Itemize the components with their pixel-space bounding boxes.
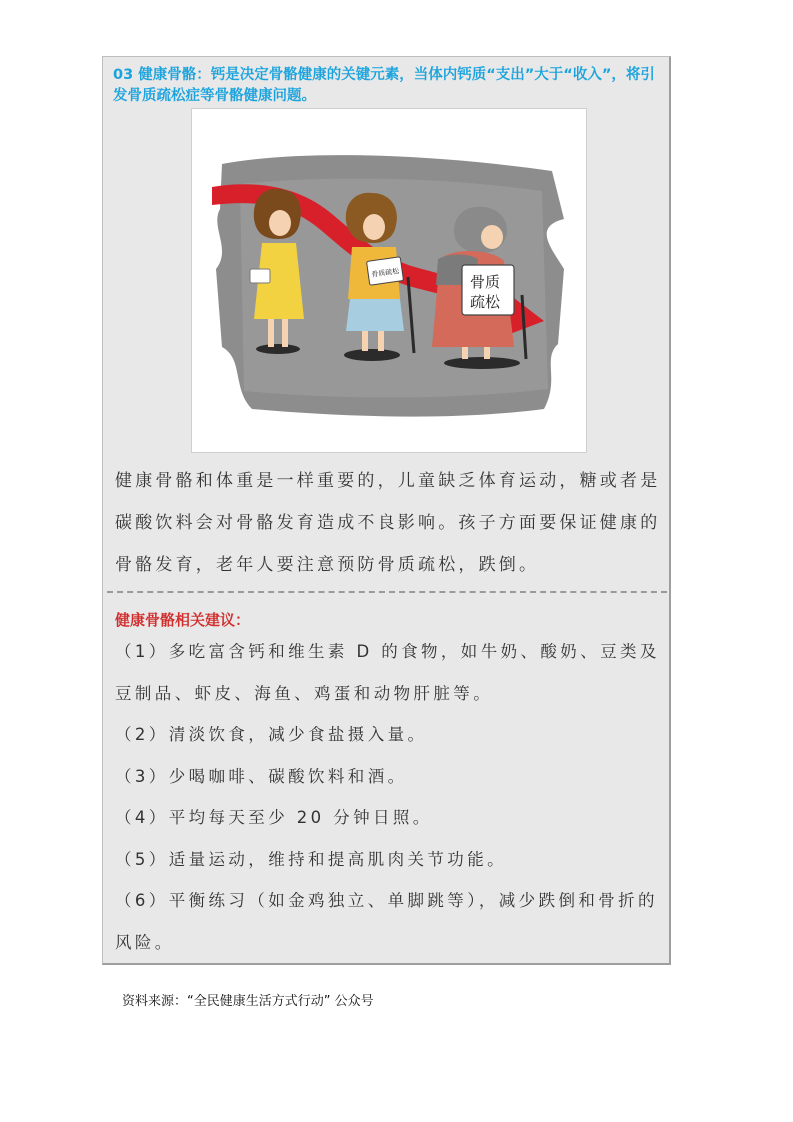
sign-middle-text: 骨质疏松	[370, 267, 400, 279]
osteoporosis-illustration	[191, 108, 587, 453]
dashed-divider	[107, 591, 667, 593]
advice-item-6: （6）平衡练习（如金鸡独立、单脚跳等），减少跌倒和骨折的风险。	[115, 891, 658, 952]
advice-list	[115, 631, 663, 963]
advice-item-3: （3）少喝咖啡、碳酸饮料和酒。	[115, 766, 408, 786]
sign-right-line2: 疏松	[470, 293, 501, 311]
illustration-svg	[192, 109, 586, 452]
advice-item-5: （5）适量运动，维持和提高肌肉关节功能。	[115, 849, 507, 869]
sign-right-line1: 骨质	[470, 273, 501, 291]
advice-item-4: （4）平均每天至少 20 分钟日照。	[115, 808, 433, 827]
advice-item-2: （2）清淡饮食，减少食盐摄入量。	[115, 725, 428, 744]
section-heading: 03 健康骨骼：钙是决定骨骼健康的关键元素，当体内钙质“支出”大于“收入”，将引发骨质疏松症等骨骼健康问题。	[113, 67, 655, 104]
source-credit: 资料来源：“全民健康生活方式行动” 公众号	[122, 994, 374, 1009]
advice-item-1: （1）多吃富含钙和维生素 D 的食物，如牛奶、酸奶、豆类及豆制品、虾皮、海鱼、鸡蛋和动物肝脏等。	[115, 642, 660, 703]
intro-paragraph: 健康骨骼和体重是一样重要的，儿童缺乏体育运动，糖或者是碳酸饮料会对骨骼发育造成不良影响。孩子方面要保证健康的骨骼发育，老年人要注意预防骨质疏松，跌倒。	[115, 471, 661, 575]
advice-title: 健康骨骼相关建议：	[115, 611, 251, 629]
content-card	[102, 56, 671, 965]
